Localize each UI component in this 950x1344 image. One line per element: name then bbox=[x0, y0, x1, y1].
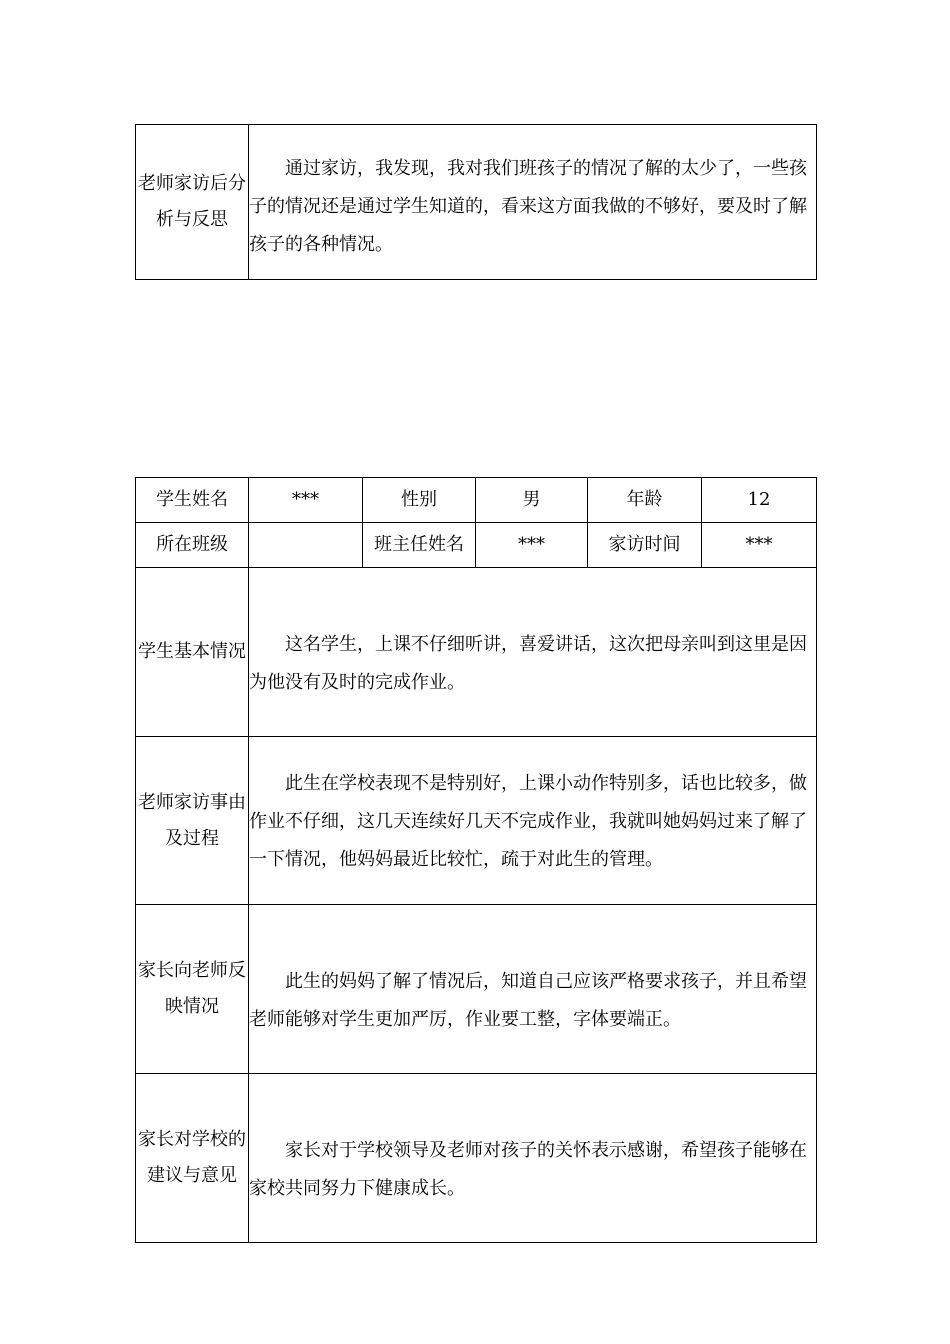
reflection-table bbox=[135, 124, 817, 280]
reflection-text: 通过家访，我发现，我对我们班孩子的情况了解的太少了，一些孩子的情况还是通过学生知道的，看来这方面我做的不够好，要及时了解孩子的各种情况。 bbox=[249, 158, 807, 255]
student-basic-text: 这名学生，上课不仔细听讲，喜爱讲话，这次把母亲叫到这里是因为他没有及时的完成作业。 bbox=[249, 634, 807, 693]
parent-suggestions-text: 家长对于学校领导及老师对孩子的关怀表示感谢，希望孩子能够在家校共同努力下健康成长。 bbox=[249, 1140, 807, 1199]
student-name-label: 学生姓名 bbox=[136, 478, 249, 523]
student-info-row bbox=[136, 478, 817, 523]
gender-value: 男 bbox=[476, 478, 588, 523]
visit-time-label: 家访时间 bbox=[588, 523, 702, 568]
reflection-row bbox=[136, 125, 817, 280]
visit-reason-text: 此生在学校表现不是特别好，上课小动作特别多，话也比较多，做作业不仔细，这几天连续好几天不完成作业，我就叫她妈妈过来了解了一下情况，他妈妈最近比较忙，疏于对此生的管理。 bbox=[249, 772, 807, 870]
visit-reason-row bbox=[136, 737, 817, 905]
parent-feedback-cell bbox=[249, 905, 817, 1074]
student-basic-cell bbox=[249, 568, 817, 737]
visit-time-value: *** bbox=[702, 523, 817, 568]
head-teacher-value: *** bbox=[476, 523, 588, 568]
parent-suggestions-cell bbox=[249, 1074, 817, 1243]
gender-label: 性别 bbox=[363, 478, 476, 523]
reflection-text-cell bbox=[249, 125, 817, 280]
head-teacher-label: 班主任姓名 bbox=[363, 523, 476, 568]
parent-suggestions-row bbox=[136, 1074, 817, 1243]
reflection-label: 老师家访后分析与反思 bbox=[136, 125, 249, 280]
parent-feedback-row bbox=[136, 905, 817, 1074]
visit-reason-cell bbox=[249, 737, 817, 905]
student-basic-row bbox=[136, 568, 817, 737]
student-name-value: *** bbox=[249, 478, 363, 523]
parent-feedback-text: 此生的妈妈了解了情况后，知道自己应该严格要求孩子，并且希望老师能够对学生更加严厉，作业要工整，字体要端正。 bbox=[249, 971, 807, 1030]
student-basic-label: 学生基本情况 bbox=[136, 568, 249, 737]
class-info-row bbox=[136, 523, 817, 568]
age-value: 12 bbox=[702, 478, 817, 523]
age-label: 年龄 bbox=[588, 478, 702, 523]
class-label: 所在班级 bbox=[136, 523, 249, 568]
parent-suggestions-label: 家长对学校的建议与意见 bbox=[136, 1074, 249, 1243]
parent-feedback-label: 家长向老师反映情况 bbox=[136, 905, 249, 1074]
class-value bbox=[249, 523, 363, 568]
home-visit-record-table bbox=[135, 477, 817, 1243]
visit-reason-label: 老师家访事由及过程 bbox=[136, 737, 249, 905]
